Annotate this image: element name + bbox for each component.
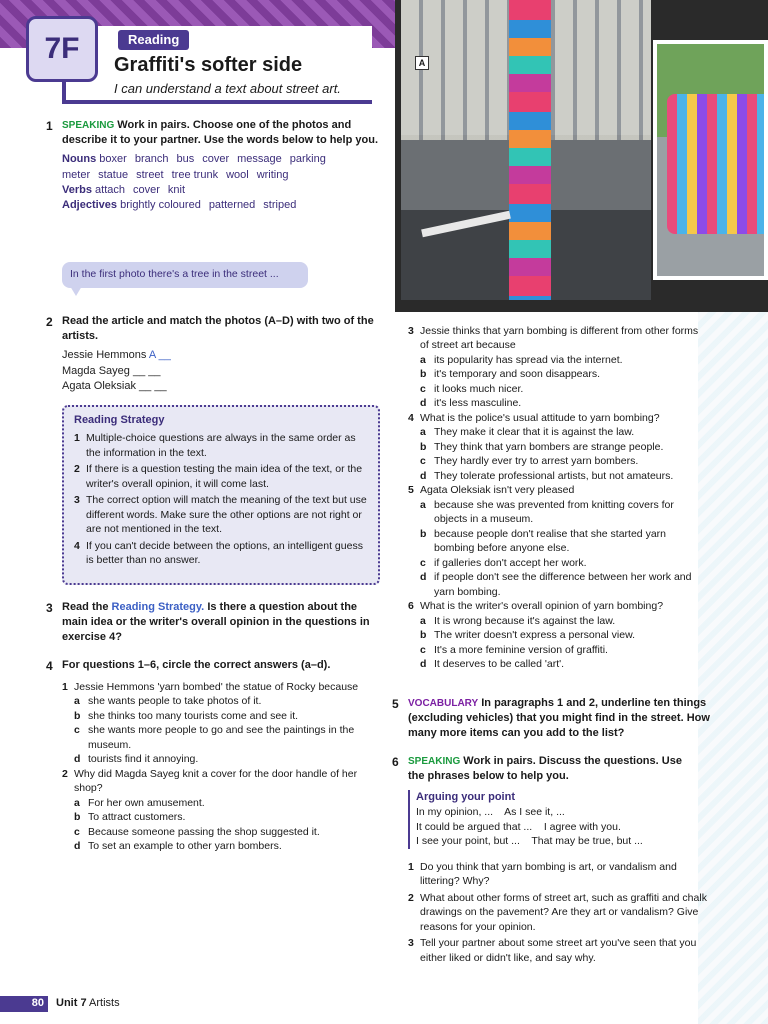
question: 1 Jessie Hemmons 'yarn bombed' the statue of Rocky because (62, 681, 359, 693)
yarn-bombed-bus-image (667, 94, 768, 234)
photo-b (653, 40, 768, 280)
word: patterned (208, 198, 256, 211)
exercise-number: 1 (46, 119, 53, 133)
word: bus (176, 153, 195, 166)
answer-option[interactable]: b The writer doesn't express a personal view. (420, 629, 636, 642)
question: 4 What is the police's usual attitude to yarn bombing? (408, 411, 660, 424)
exercise-5-instruction (408, 696, 724, 742)
arguing-your-point-box (408, 790, 688, 849)
answer-option[interactable]: c she wants more people to go and see the paintings in the museum. (74, 724, 355, 751)
strategy-item: 1 Multiple-choice questions are always in the same order as the information in the text. (74, 432, 356, 459)
exercise-number: 2 (46, 315, 53, 329)
exercise-2 (46, 314, 378, 394)
exercise-1-text: Work in pairs. Choose one of the photos and describe it to your partner. Use the words below to help you. (62, 119, 378, 147)
exercise-number: 6 (392, 755, 399, 769)
speaking-tag: SPEAKING (408, 756, 461, 767)
answer-option[interactable]: d It deserves to be called 'art'. (420, 658, 565, 671)
answer-option[interactable]: b because people don't realise that she started yarn bombing before anyone else. (420, 527, 666, 555)
arguing-title: Arguing your point (416, 791, 515, 803)
match-row[interactable]: Agata Oleksiak __ __ (62, 379, 167, 392)
questions-3-6 (408, 324, 704, 672)
page-title: Graffiti's softer side (114, 53, 303, 76)
exercise-number: 4 (46, 659, 53, 673)
answer-option[interactable]: d To set an example to other yarn bombers. (74, 840, 282, 853)
question: 5 Agata Oleksiak isn't very pleased (408, 484, 575, 497)
answer-option[interactable]: d They tolerate professional artists, but not amateurs. (420, 469, 674, 482)
word: branch (134, 153, 169, 166)
discussion-question: 3 Tell your partner about some street art you've seen that you either liked or didn't like, and say why. (408, 937, 697, 964)
strategy-title: Reading Strategy (74, 414, 165, 426)
match-row[interactable]: Magda Sayeg __ __ (62, 364, 161, 377)
nouns-list (62, 152, 378, 182)
strategy-item: 2 If there is a question testing the main idea of the text, or the writer's overall opinion, it will come last. (74, 463, 363, 490)
answer-option[interactable]: b it's temporary and soon disappears. (420, 368, 601, 381)
word: cover (133, 183, 160, 196)
page-subtitle: I can understand a text about street art. (114, 80, 341, 96)
street-arrow-image (421, 211, 511, 238)
photo-a (401, 0, 651, 300)
answer-option[interactable]: d it's less masculine. (420, 397, 522, 410)
answer-option[interactable]: b They think that yarn bombers are strange people. (420, 440, 664, 453)
exercise-6-instruction (408, 754, 698, 784)
answer-option[interactable]: a because she was prevented from knitting covers for objects in a museum. (420, 498, 674, 526)
discussion-questions (408, 860, 708, 965)
adjectives-list (62, 198, 378, 213)
exercise-number: 5 (392, 697, 399, 711)
strategy-link[interactable]: Reading Strategy. (111, 601, 205, 613)
word: parking meter (62, 153, 326, 181)
question: 3 Jessie thinks that yarn bombing is different from other forms of street art because (408, 325, 699, 352)
word: message (237, 153, 282, 166)
exercise-5 (392, 696, 724, 742)
exercise-2-text: Read the article and match the photos (A–D) with two of the artists. (62, 315, 374, 343)
strategy-item: 4 If you can't decide between the options, an intelligent guess is better than no answer. (74, 539, 363, 567)
answer-option[interactable]: c It's a more feminine version of graffiti. (420, 643, 608, 656)
answer-option[interactable]: a she wants people to take photos of it. (74, 695, 262, 708)
strategy-item: 3 The correct option will match the meaning of the text but use different words. Make sure the other options are not right or are not mentioned in the text. (74, 494, 367, 536)
photo-collage (395, 0, 768, 312)
speech-bubble: In the first photo there's a tree in the street ... (62, 262, 308, 288)
answer-option[interactable]: a its popularity has spread via the internet. (420, 353, 623, 366)
exercise-6 (392, 754, 698, 784)
speech-bubble-tail (70, 286, 82, 296)
answer-option[interactable]: d if people don't see the difference between her work and yarn bombing. (420, 571, 692, 598)
exercise-4 (46, 658, 380, 673)
word: statue (98, 168, 129, 181)
exercise-1-instruction (62, 118, 378, 148)
reading-strategy-box (62, 405, 380, 585)
discussion-question: 1 Do you think that yarn bombing is art, or vandalism and littering? Why? (408, 861, 677, 888)
unit-label: Unit 7 Artists (56, 997, 120, 1009)
photo-a-label: A (415, 56, 429, 70)
word: street (136, 168, 164, 181)
phrase-line: In my opinion, ... As I see it, ... (416, 806, 565, 819)
section-tag: Reading (118, 30, 189, 50)
answer-option[interactable]: b she thinks too many tourists come and see it. (74, 709, 299, 722)
word: writing (256, 168, 289, 181)
answer-option[interactable]: a It is wrong because it's against the law. (420, 614, 616, 627)
word: attach (95, 183, 125, 196)
unit-badge: 7F (26, 16, 98, 82)
question: 6 What is the writer's overall opinion of yarn bombing? (408, 600, 664, 613)
match-row[interactable]: Jessie Hemmons A __ (62, 349, 171, 362)
vocabulary-tag: VOCABULARY (408, 698, 479, 709)
word: boxer (99, 153, 127, 166)
word: striped (263, 198, 297, 211)
page-number: 80 (0, 996, 48, 1012)
page-footer (0, 996, 230, 1012)
verbs-list (62, 183, 378, 198)
word: tree trunk (171, 168, 219, 181)
speaking-tag: SPEAKING (62, 120, 115, 131)
answer-option[interactable]: c Because someone passing the shop suggested it. (74, 825, 320, 838)
exercise-4-text: For questions 1–6, circle the correct answers (a–d). (62, 659, 331, 671)
title-box (62, 26, 372, 104)
word: wool (226, 168, 249, 181)
answer-option[interactable]: d tourists find it annoying. (74, 753, 199, 766)
verbs-label: Verbs (62, 183, 92, 196)
nouns-label: Nouns (62, 153, 97, 166)
answer-option[interactable]: c if galleries don't accept her work. (420, 556, 587, 569)
discussion-question: 2 What about other forms of street art, such as graffiti and chalk drawings on the pavement? Are they art or vandalism? Give reasons for your opinion. (408, 891, 707, 933)
exercise-3-text: Read the Reading Strategy. Is there a question about the main idea or the writer's overall opinion in the questions in exercise 4? (62, 601, 370, 644)
questions-1-2 (62, 680, 368, 854)
answer-option[interactable]: c it looks much nicer. (420, 382, 524, 395)
phrase-line: It could be argued that ... I agree with you. (416, 820, 621, 833)
answer-option[interactable]: c They hardly ever try to arrest yarn bombers. (420, 455, 639, 468)
word: brightly coloured (120, 198, 201, 211)
phrase-line: I see your point, but ... That may be true, but ... (416, 835, 643, 848)
exercise-6-text: Work in pairs. Discuss the questions. Use the phrases below to help you. (408, 755, 682, 783)
question: 2 Why did Magda Sayeg knit a cover for the door handle of her shop? (62, 767, 358, 795)
word: cover (202, 153, 230, 166)
answer-option[interactable]: a They make it clear that it is against the law. (420, 426, 635, 439)
answer-option[interactable]: b To attract customers. (74, 811, 186, 824)
artist-match-list (62, 348, 378, 394)
yarn-bombed-tree-image (509, 0, 551, 300)
word: knit (167, 183, 186, 196)
exercise-3 (46, 600, 380, 646)
exercise-number: 3 (46, 601, 53, 615)
exercise-1 (46, 118, 378, 213)
adjectives-label: Adjectives (62, 198, 118, 211)
exercise-5-text: In paragraphs 1 and 2, underline ten things (excluding vehicles) that you might find in the street. How many more items can you add to the list? (408, 697, 710, 740)
answer-option[interactable]: a For her own amusement. (74, 796, 205, 809)
